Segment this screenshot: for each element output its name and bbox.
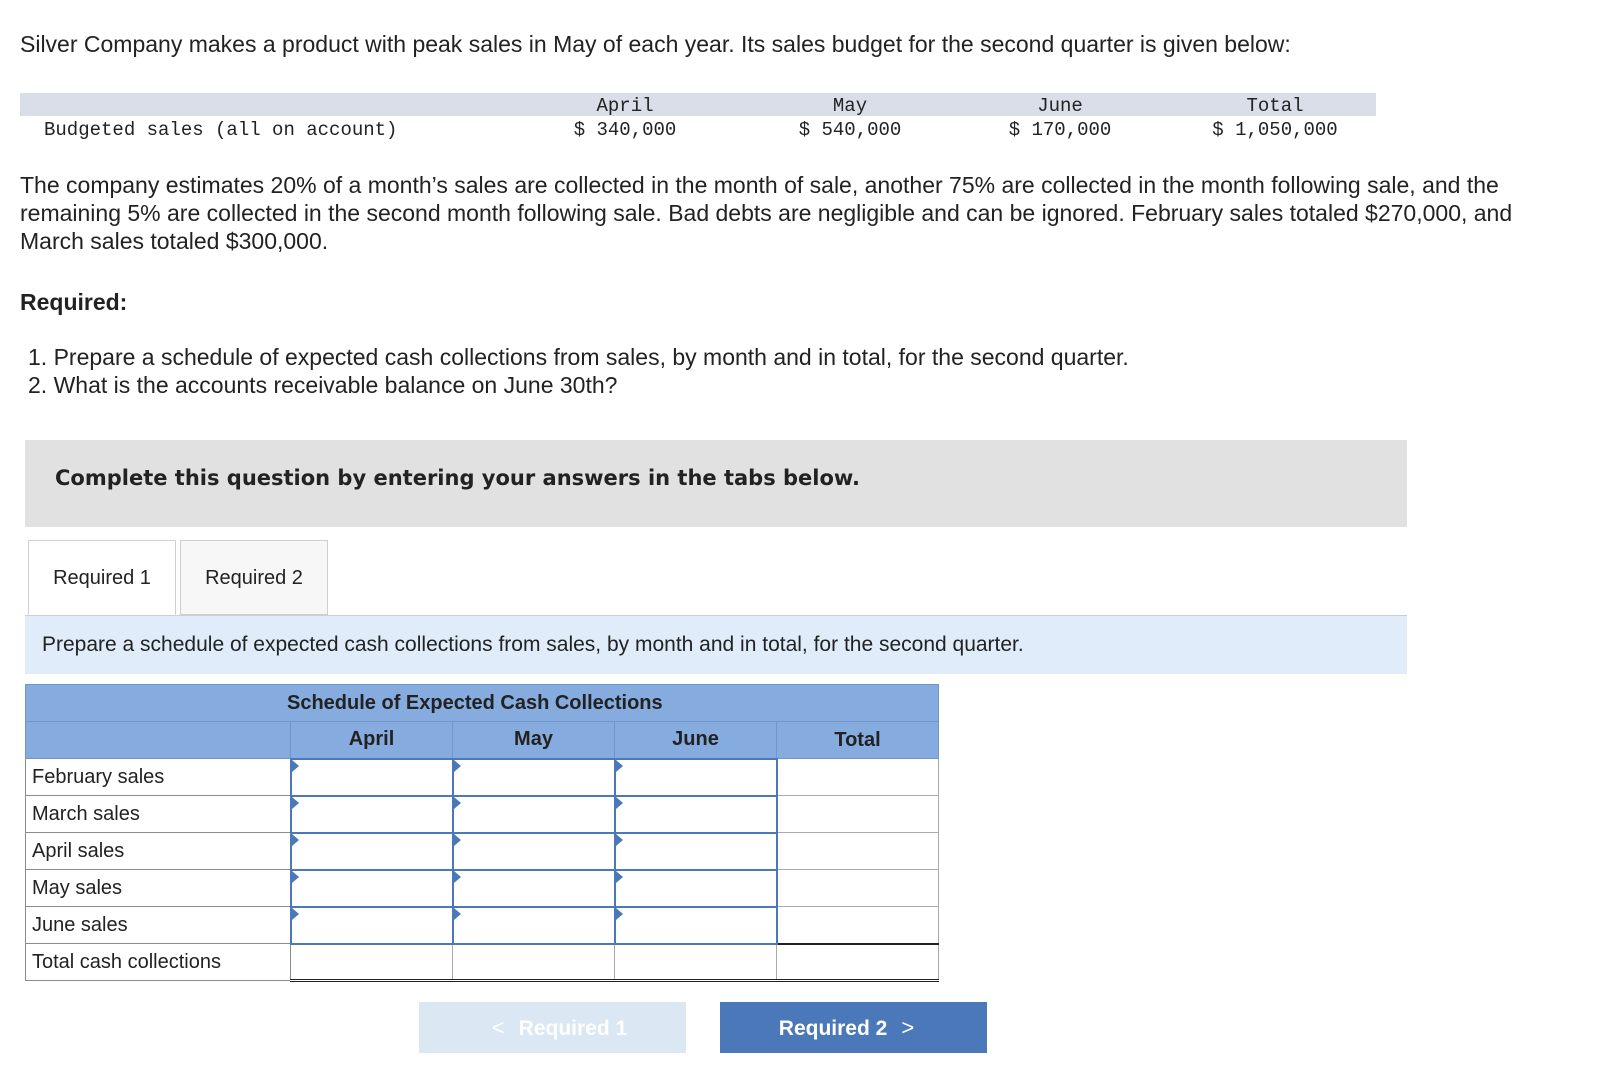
tab-prompt [25, 616, 1407, 674]
budget-value-may: $ 540,000 [798, 119, 902, 141]
chevron-left-icon: < [491, 1015, 505, 1040]
input-june-june[interactable] [615, 907, 777, 944]
input-june-april[interactable] [291, 907, 453, 944]
input-april-may[interactable] [453, 833, 615, 870]
table-row [26, 796, 939, 833]
required-list [28, 343, 1129, 399]
total-collections-total [777, 944, 939, 981]
budget-header-june: June [1037, 95, 1083, 117]
budget-value-april: $ 340,000 [573, 119, 677, 141]
total-collections-june [615, 944, 777, 981]
next-button-label: Required 2 [778, 1017, 888, 1040]
tab-prompt-text: Prepare a schedule of expected cash collections from sales, by month and in total, for the second quarter. [42, 633, 1024, 656]
input-may-may[interactable] [453, 870, 615, 907]
input-june-may[interactable] [453, 907, 615, 944]
table-row [26, 870, 939, 907]
col-header-june: June [615, 722, 777, 759]
input-march-may[interactable] [453, 796, 615, 833]
total-may [777, 870, 939, 907]
cash-collections-schedule [25, 684, 939, 982]
input-march-april[interactable] [291, 796, 453, 833]
collection-assumptions: The company estimates 20% of a month’s sales are collected in the month of sale, another 75% are collected in the month following sale, and the remaining 5% are collected in the second month following sale. Bad debts are negligible and can be ignored. February sales totaled $270,000, and March sales totaled $300,000. [20, 172, 1513, 254]
budget-value-total: $ 1,050,000 [1212, 119, 1338, 141]
total-march [777, 796, 939, 833]
table-row [26, 833, 939, 870]
total-february [777, 759, 939, 796]
input-april-april[interactable] [291, 833, 453, 870]
col-header-april: April [291, 722, 453, 759]
next-button[interactable] [720, 1002, 987, 1053]
input-april-june[interactable] [615, 833, 777, 870]
row-label-february: February sales [26, 759, 291, 796]
total-collections-april [291, 944, 453, 981]
col-header-total: Total [777, 722, 939, 759]
instruction-banner [25, 440, 1407, 527]
chevron-right-icon: > [901, 1015, 915, 1040]
schedule-corner [26, 722, 291, 759]
instruction-text: Complete this question by entering your answers in the tabs below. [55, 466, 860, 490]
budget-header-may: May [832, 95, 868, 117]
row-label-april: April sales [26, 833, 291, 870]
row-label-june: June sales [26, 907, 291, 944]
tab-required-1[interactable]: Required 1 [28, 540, 176, 615]
schedule-title: Schedule of Expected Cash Collections [26, 685, 939, 722]
total-june [777, 907, 939, 944]
col-header-may: May [453, 722, 615, 759]
input-february-april[interactable] [291, 759, 453, 796]
row-label-total: Total cash collections [26, 944, 291, 981]
input-february-june[interactable] [615, 759, 777, 796]
total-row [26, 944, 939, 981]
total-april [777, 833, 939, 870]
input-march-june[interactable] [615, 796, 777, 833]
table-row [26, 907, 939, 944]
total-collections-may [453, 944, 615, 981]
intro-text: Silver Company makes a product with peak sales in May of each year. Its sales budget for the second quarter is given below: [20, 31, 1291, 57]
prev-button-label: Required 1 [518, 1017, 628, 1040]
input-february-may[interactable] [453, 759, 615, 796]
input-may-june[interactable] [615, 870, 777, 907]
required-item-1: 1. Prepare a schedule of expected cash collections from sales, by month and in total, for the second quarter. [28, 344, 1129, 370]
budget-row-label: Budgeted sales (all on account) [44, 119, 398, 141]
budget-value-june: $ 170,000 [1008, 119, 1112, 141]
required-item-2: 2. What is the accounts receivable balance on June 30th? [28, 372, 618, 398]
budget-header-total: Total [1246, 95, 1304, 117]
row-label-march: March sales [26, 796, 291, 833]
table-row [26, 759, 939, 796]
input-may-april[interactable] [291, 870, 453, 907]
required-heading: Required: [20, 289, 128, 315]
tab-required-2[interactable]: Required 2 [180, 540, 328, 615]
budget-header-april: April [596, 95, 654, 117]
prev-button[interactable] [419, 1002, 686, 1053]
row-label-may: May sales [26, 870, 291, 907]
